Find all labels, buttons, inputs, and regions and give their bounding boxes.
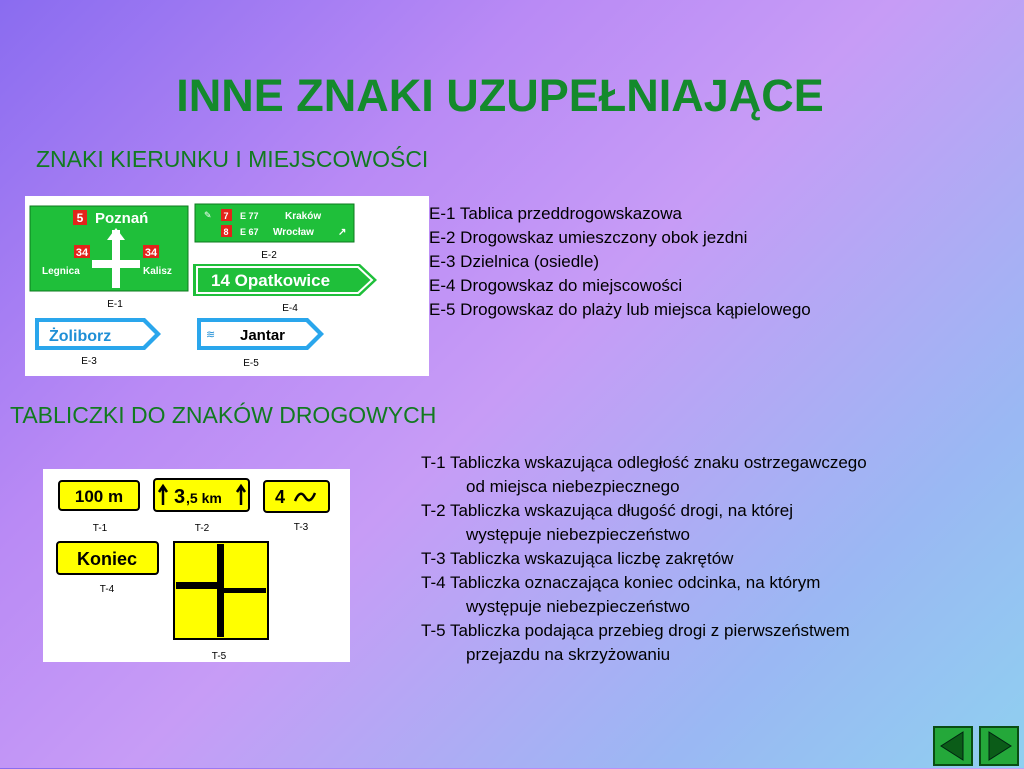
e1-city-left: Legnica	[42, 266, 80, 277]
direction-sign-description: E-4 Drogowskaz do miejscowości	[429, 276, 683, 295]
next-slide-button[interactable]	[979, 726, 1019, 766]
e5-caption: E-5	[243, 358, 259, 369]
e1-road-right: 34	[144, 247, 158, 259]
e4-caption: E-4	[282, 303, 298, 314]
plate-description-continuation: od miejsca niebezpiecznego	[466, 477, 680, 496]
section-heading-direction-signs: ZNAKI KIERUNKU I MIEJSCOWOŚCI	[36, 146, 429, 172]
direction-sign-description: E-5 Drogowskaz do plaży lub miejsca kąpielowego	[429, 300, 811, 319]
e1-city-top: Poznań	[95, 210, 149, 227]
e4-text: 14 Opatkowice	[211, 271, 331, 290]
e1-road-top: 5	[76, 211, 84, 225]
direction-sign-description: E-3 Dzielnica (osiedle)	[429, 252, 600, 271]
sign-e1	[30, 206, 188, 310]
direction-signs-list	[429, 202, 811, 322]
e5-text: Jantar	[240, 327, 286, 344]
plate-description: T-1 Tabliczka wskazująca odległość znaku ostrzegawczego	[421, 453, 867, 472]
sign-e3	[35, 318, 161, 367]
plate-t1	[59, 481, 139, 534]
direction-signs-image	[25, 196, 429, 376]
e3-caption: E-3	[81, 356, 97, 367]
plate-t2	[154, 479, 249, 534]
t5-caption: T-5	[211, 651, 227, 662]
plates-image	[43, 469, 350, 662]
svg-text:↗: ↗	[338, 227, 347, 238]
e2-euro-1: E 77	[240, 211, 259, 221]
e3-text: Żoliborz	[49, 328, 112, 345]
plate-description-continuation: występuje niebezpieczeństwo	[466, 597, 690, 616]
direction-sign-description: E-2 Drogowskaz umieszczony obok jezdni	[429, 228, 748, 247]
beach-icon: ≋	[206, 329, 216, 341]
e2-road-2: 8	[223, 227, 229, 237]
triangle-left-icon	[935, 728, 971, 764]
t3-caption: T-3	[293, 522, 309, 533]
e2-caption: E-2	[261, 250, 277, 261]
plate-t5	[174, 542, 268, 662]
e1-city-right: Kalisz	[143, 266, 172, 277]
plate-t4	[57, 542, 158, 595]
t2-decimal: ,5 km	[186, 490, 222, 506]
t2-value: 3	[174, 486, 186, 508]
plates-description	[421, 451, 867, 667]
plate-description: T-2 Tabliczka wskazująca długość drogi, na której	[421, 501, 793, 520]
plate-description: T-3 Tabliczka wskazująca liczbę zakrętów	[421, 549, 734, 568]
e2-euro-2: E 67	[240, 227, 259, 237]
section-heading-plates: TABLICZKI DO ZNAKÓW DROGOWYCH	[10, 402, 437, 428]
sign-e4	[193, 264, 377, 314]
plate-description-continuation: występuje niebezpieczeństwo	[466, 525, 690, 544]
e2-road-1: 7	[223, 211, 229, 221]
plate-description-continuation: przejazdu na skrzyżowaniu	[466, 645, 671, 664]
plate-t3	[264, 481, 329, 533]
sign-e5	[197, 318, 324, 369]
slide-title: INNE ZNAKI UZUPEŁNIAJĄCE	[176, 70, 824, 121]
t1-text: 100 m	[74, 487, 124, 506]
svg-text:✎: ✎	[204, 210, 212, 220]
triangle-right-icon	[981, 728, 1017, 764]
t2-caption: T-2	[194, 523, 210, 534]
e1-road-left: 34	[75, 247, 89, 259]
t3-text: 4	[275, 487, 286, 507]
t4-text: Koniec	[76, 549, 138, 569]
e1-caption: E-1	[107, 299, 123, 310]
direction-sign-description: E-1 Tablica przeddrogowskazowa	[429, 204, 682, 223]
plate-description: T-5 Tabliczka podająca przebieg drogi z pierwszeństwem	[421, 621, 850, 640]
plate-description: T-4 Tabliczka oznaczająca koniec odcinka, na którym	[421, 573, 821, 592]
t4-caption: T-4	[99, 584, 115, 595]
e2-city-1: Kraków	[285, 211, 322, 222]
t1-caption: T-1	[92, 523, 108, 534]
previous-slide-button[interactable]	[933, 726, 973, 766]
sign-e2	[195, 204, 354, 261]
e2-city-2: Wrocław	[273, 227, 314, 238]
